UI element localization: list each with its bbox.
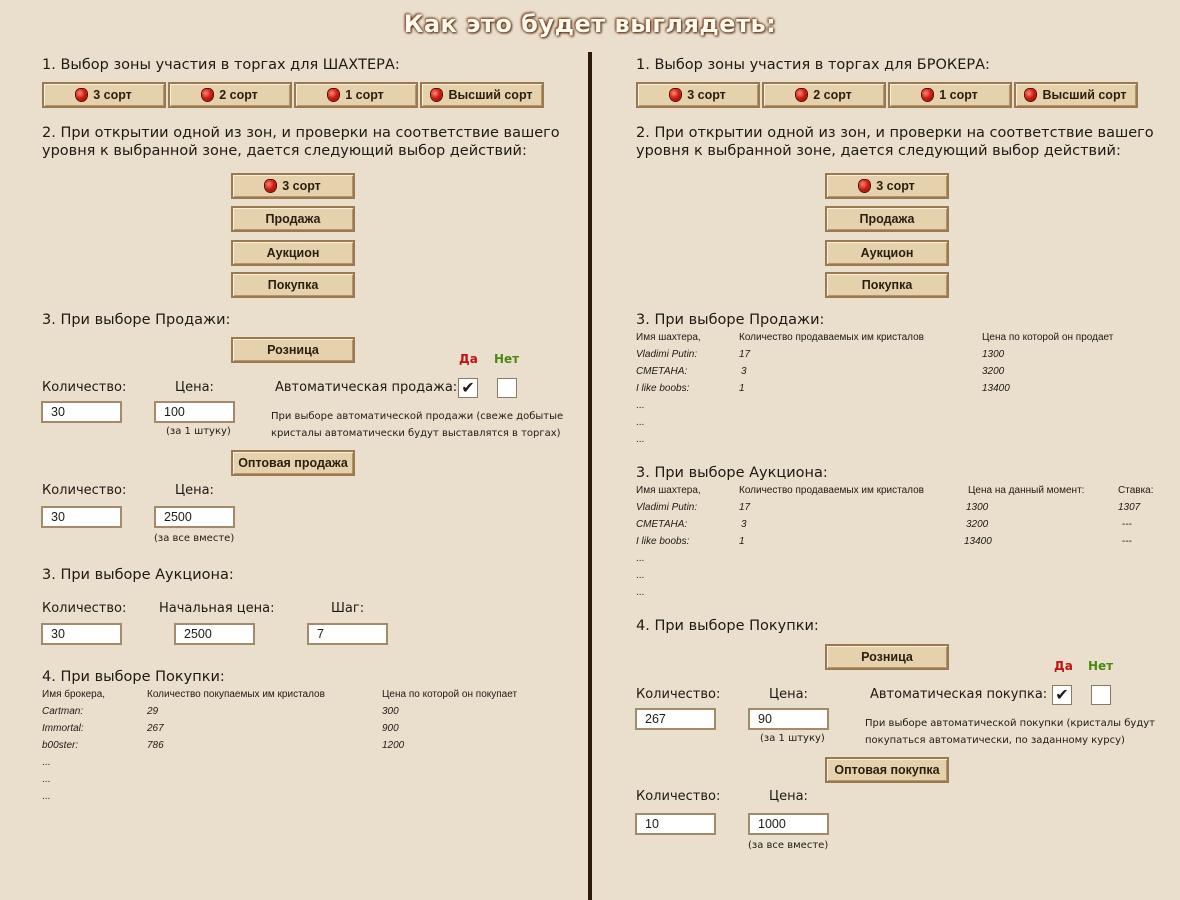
miner-auction-start-price-input[interactable]: 2500 (174, 623, 255, 645)
ellipsis: ... (636, 417, 645, 428)
broker-buy-price-label: Цена: (769, 687, 808, 702)
miner-action-sale-button[interactable]: Продажа (231, 206, 355, 232)
table-cell: 1300 (966, 502, 989, 513)
auction-current-price-column-header: Цена на данный момент: (968, 485, 1085, 496)
ellipsis: ... (636, 570, 645, 581)
broker-wholesale-price-input[interactable]: 1000 (748, 813, 829, 835)
table-cell: Immortal: (42, 723, 84, 734)
table-cell: Vladimi Putin: (636, 349, 698, 360)
miner-auction-qty-input[interactable]: 30 (41, 623, 122, 645)
miner-wholesale-price-input[interactable]: 2500 (154, 506, 235, 528)
ellipsis: ... (636, 587, 645, 598)
auto-buy-label: Автоматическая покупка: (870, 687, 1048, 702)
buy-qty-column-header: Количество покупаемых им кристалов (147, 689, 325, 700)
table-cell: 13400 (964, 536, 992, 547)
crystal-icon (431, 89, 442, 101)
miner-auction-heading: 3. При выборе Аукциона: (42, 567, 234, 583)
broker-step2-text: 2. При открытии одной из зон, и проверки на соответствие вашего уровня к выбранной зоне, дается следующий выбор действий: (636, 125, 1154, 159)
table-cell: Cartman: (42, 706, 84, 717)
table-cell: 3 (741, 366, 747, 377)
miner-sale-price-input[interactable]: 100 (154, 401, 235, 423)
auto-buy-no-label: Нет (1088, 659, 1114, 673)
table-cell: --- (1122, 519, 1132, 530)
ellipsis: ... (42, 757, 51, 768)
crystal-icon (859, 180, 870, 192)
crystal-icon (265, 180, 276, 192)
ellipsis: ... (636, 400, 645, 411)
crystal-icon (76, 89, 87, 101)
sale-price-column-header: Цена по которой он продает (982, 332, 1114, 343)
miner-wholesale-button[interactable]: Оптовая продажа (231, 450, 355, 476)
miner-wholesale-price-label: Цена: (175, 483, 214, 498)
miner-step1-heading: 1. Выбор зоны участия в торгах для ШАХТЕРА: (42, 57, 400, 73)
auto-sale-no-label: Нет (494, 352, 520, 366)
table-cell: 17 (739, 502, 751, 513)
broker-zone-2-button[interactable]: 2 сорт (762, 82, 886, 108)
table-cell: Vladimi Putin: (636, 502, 698, 513)
miner-sale-price-label: Цена: (175, 380, 214, 395)
miner-action-zone-button[interactable]: 3 сорт (231, 173, 355, 199)
broker-step1-heading: 1. Выбор зоны участия в торгах для БРОКЕРА: (636, 57, 990, 73)
miner-auction-qty-label: Количество: (42, 601, 127, 616)
table-cell: 267 (147, 723, 164, 734)
miner-zone-1-button[interactable]: 1 сорт (294, 82, 418, 108)
table-cell: b00ster: (42, 740, 79, 751)
buy-price-column-header: Цена по которой он покупает (382, 689, 518, 700)
miner-per-unit-note: (за 1 штуку) (166, 426, 231, 437)
broker-wholesale-button[interactable]: Оптовая покупка (825, 757, 949, 783)
auto-buy-yes-checkbox[interactable]: ✔ (1052, 685, 1072, 705)
broker-wholesale-price-label: Цена: (769, 789, 808, 804)
page-title: Как это будет выглядеть: (403, 10, 777, 38)
broker-zone-3-button[interactable]: 3 сорт (636, 82, 760, 108)
table-cell: 900 (382, 723, 399, 734)
table-cell: 1307 (1118, 502, 1141, 513)
broker-zone-top-button[interactable]: Высший сорт (1014, 82, 1138, 108)
crystal-icon (202, 89, 213, 101)
crystal-icon (796, 89, 807, 101)
broker-sale-heading: 3. При выборе Продажи: (636, 312, 825, 328)
crystal-icon (670, 89, 681, 101)
table-cell: СМЕТАНА: (636, 366, 688, 377)
table-cell: 300 (382, 706, 399, 717)
broker-name-column-header: Имя брокера, (42, 689, 106, 700)
ellipsis: ... (42, 774, 51, 785)
crystal-icon (328, 89, 339, 101)
table-cell: 1200 (382, 740, 405, 751)
auction-qty-column-header: Количество продаваемых им кристалов (739, 485, 924, 496)
miner-auction-start-price-label: Начальная цена: (159, 601, 275, 616)
broker-action-sale-button[interactable]: Продажа (825, 206, 949, 232)
broker-buy-qty-input[interactable]: 267 (635, 708, 716, 730)
auto-sale-label: Автоматическая продажа: (275, 380, 458, 395)
auto-buy-no-checkbox[interactable] (1091, 685, 1111, 705)
broker-wholesale-qty-label: Количество: (636, 789, 721, 804)
table-cell: I like boobs: (636, 383, 690, 394)
miner-zone-3-button[interactable]: 3 сорт (42, 82, 166, 108)
ellipsis: ... (42, 791, 51, 802)
broker-wholesale-qty-input[interactable]: 10 (635, 813, 716, 835)
broker-buy-heading: 4. При выборе Покупки: (636, 618, 819, 634)
auto-buy-note: При выборе автоматической покупки (кристалы будут покупаться автоматически, по заданному курсу) (865, 718, 1155, 746)
table-cell: 1300 (982, 349, 1005, 360)
miner-step2-text: 2. При открытии одной из зон, и проверки на соответствие вашего уровня к выбранной зоне, дается следующий выбор действий: (42, 125, 560, 159)
miner-zone-2-button[interactable]: 2 сорт (168, 82, 292, 108)
column-divider (588, 52, 592, 900)
broker-retail-button[interactable]: Розница (825, 644, 949, 670)
table-cell: СМЕТАНА: (636, 519, 688, 530)
table-cell: --- (1122, 536, 1132, 547)
miner-buy-heading: 4. При выборе Покупки: (42, 669, 225, 685)
sale-qty-column-header: Количество продаваемых им кристалов (739, 332, 924, 343)
broker-buy-qty-label: Количество: (636, 687, 721, 702)
miner-action-auction-button[interactable]: Аукцион (231, 240, 355, 266)
broker-action-zone-button[interactable]: 3 сорт (825, 173, 949, 199)
broker-per-unit-note: (за 1 штуку) (760, 733, 825, 744)
table-cell: 1 (739, 536, 745, 547)
broker-auction-heading: 3. При выборе Аукциона: (636, 465, 828, 481)
miner-action-buy-button[interactable]: Покупка (231, 272, 355, 298)
table-cell: I like boobs: (636, 536, 690, 547)
auto-buy-yes-label: Да (1054, 659, 1073, 673)
miner-wholesale-qty-input[interactable]: 30 (41, 506, 122, 528)
auto-sale-yes-checkbox[interactable]: ✔ (458, 378, 478, 398)
miner-sale-qty-label: Количество: (42, 380, 127, 395)
broker-action-auction-button[interactable]: Аукцион (825, 240, 949, 266)
crystal-icon (1025, 89, 1036, 101)
table-cell: 1 (739, 383, 745, 394)
table-cell: 13400 (982, 383, 1010, 394)
table-cell: 29 (147, 706, 159, 717)
auction-bid-column-header: Ставка: (1118, 485, 1154, 496)
table-cell: 786 (147, 740, 164, 751)
miner-name-column-header: Имя шахтера, (636, 332, 701, 343)
miner-auction-step-input[interactable]: 7 (307, 623, 388, 645)
miner-name-column-header: Имя шахтера, (636, 485, 701, 496)
table-cell: 3200 (966, 519, 989, 530)
crystal-icon (922, 89, 933, 101)
miner-auction-step-label: Шаг: (331, 601, 365, 616)
miner-wholesale-note: (за все вместе) (154, 533, 235, 544)
miner-wholesale-qty-label: Количество: (42, 483, 127, 498)
ellipsis: ... (636, 434, 645, 445)
broker-buy-price-input[interactable]: 90 (748, 708, 829, 730)
auto-sale-yes-label: Да (459, 352, 478, 366)
table-cell: 3 (741, 519, 747, 530)
auto-sale-no-checkbox[interactable] (497, 378, 517, 398)
miner-sale-heading: 3. При выборе Продажи: (42, 312, 231, 328)
miner-zone-top-button[interactable]: Высший сорт (420, 82, 544, 108)
table-cell: 3200 (982, 366, 1005, 377)
miner-retail-button[interactable]: Розница (231, 337, 355, 363)
broker-action-buy-button[interactable]: Покупка (825, 272, 949, 298)
miner-sale-qty-input[interactable]: 30 (41, 401, 122, 423)
ellipsis: ... (636, 553, 645, 564)
broker-wholesale-note: (за все вместе) (748, 840, 829, 851)
broker-zone-1-button[interactable]: 1 сорт (888, 82, 1012, 108)
table-cell: 17 (739, 349, 751, 360)
auto-sale-note: При выборе автоматической продажи (свеже добытые кристалы автоматически будут выставлятся в торгах) (271, 411, 564, 439)
